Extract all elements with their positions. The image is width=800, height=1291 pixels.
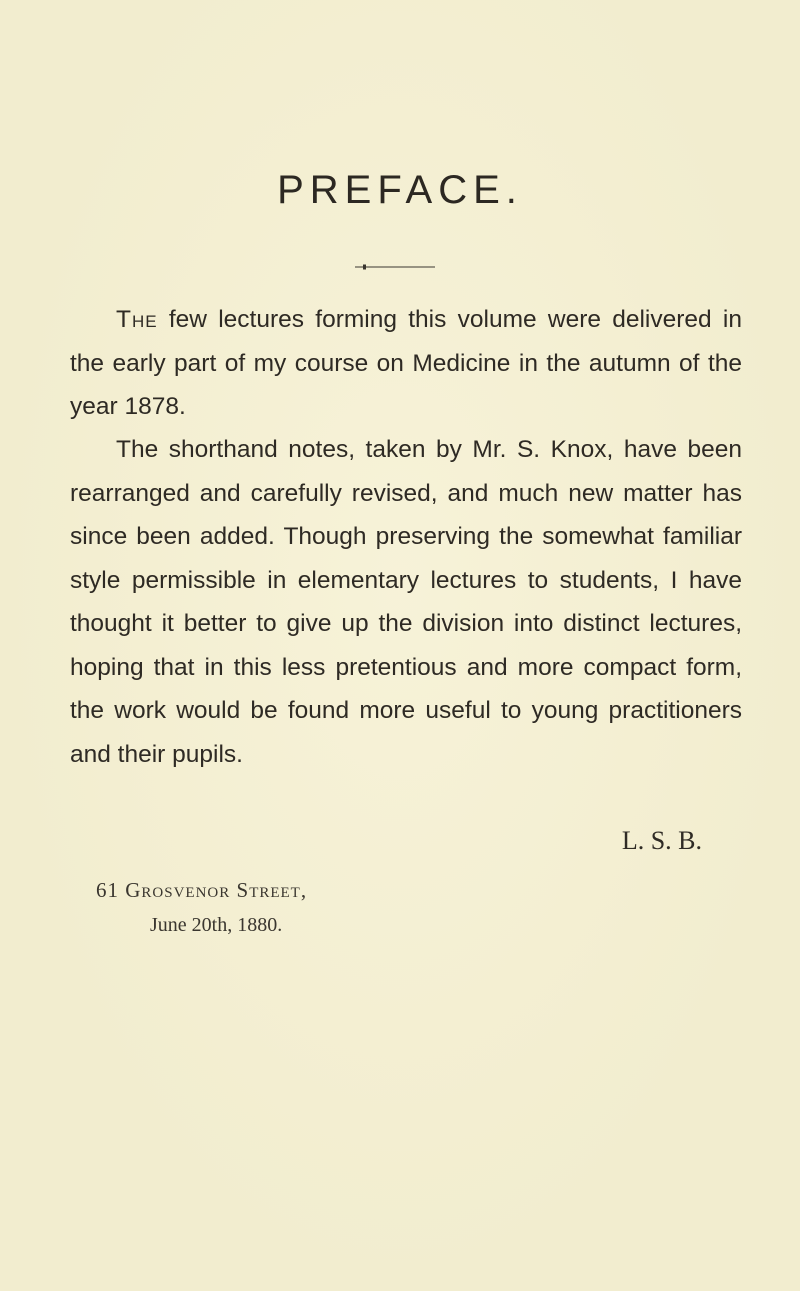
ornament-rule: [355, 262, 435, 272]
paragraph-lead-word: The: [116, 306, 158, 333]
date-line: June 20th, 1880.: [150, 914, 283, 936]
preface-paragraph-2: The shorthand notes, taken by Mr. S. Knox, have been rearranged and carefully revised, and much new matter has since been added. Though preserving the somewhat familiar style permissible in elementary lectures to students, I have thought it better to give up the division into distinct lectures, hoping that in this less pretentious and more compact form, the work would be found more useful to young practitioners and their pupils.: [70, 436, 742, 768]
address-line: 61 Grosvenor Street,: [96, 878, 308, 902]
author-initials: L. S. B.: [621, 826, 702, 855]
preface-paragraph-1: [70, 298, 742, 429]
paragraph-1-text: few lectures forming this volume were delivered in the early part of my course on Medicine in the autumn of the year 1878.: [70, 306, 742, 420]
page-title: PREFACE.: [277, 168, 523, 212]
